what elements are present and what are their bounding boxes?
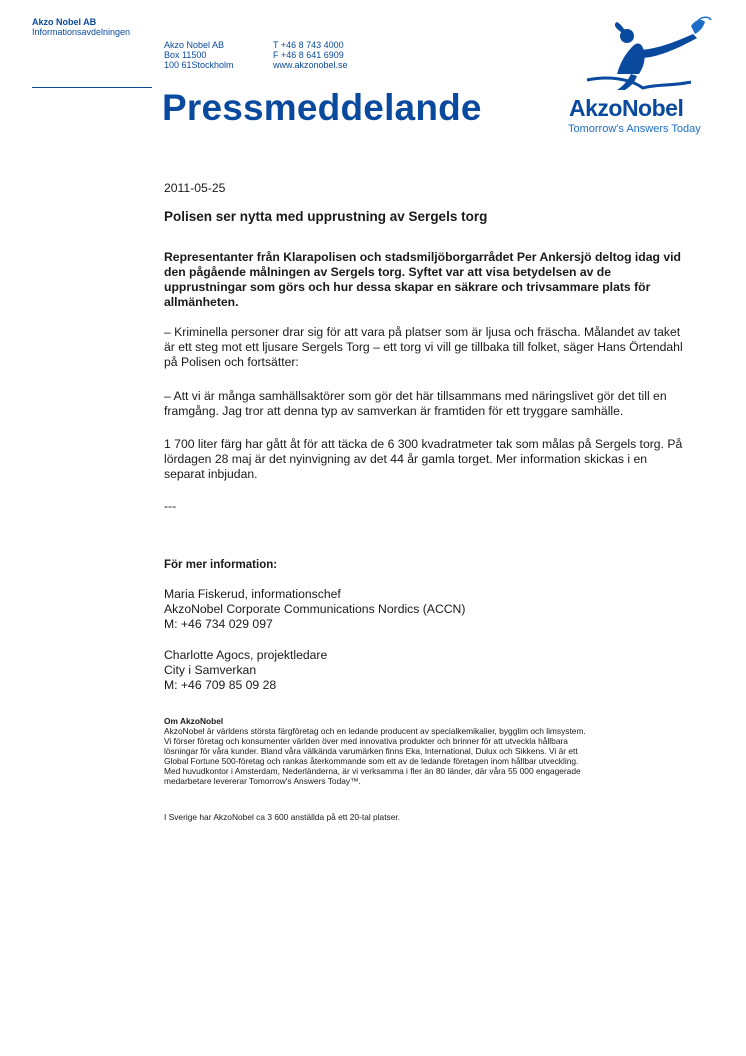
page-title: Pressmeddelande (162, 87, 482, 128)
about-line: Vi förser företag och konsumenter världen över med innovativa produkter och brinner för att utveckla hållbara (164, 736, 568, 746)
about-line: Med huvudkontor i Amsterdam, Nederländerna, är vi verksamma i fler än 80 länder, där våra 55 000 engagerade (164, 766, 581, 776)
contact-block (164, 648, 684, 693)
about-line: lösningar för våra kunder. Bland våra välkända varumärken finns Eka, International, Dulux och Sikkens. Vi är ett (164, 746, 578, 756)
address-line: Box 11500 (164, 50, 207, 60)
address-line: Akzo Nobel AB (164, 40, 225, 50)
body-paragraph: – Kriminella personer drar sig för att vara på platser som är ljusa och fräscha. Målandet av taket är ett steg mot ett ljusare Sergels Torg – ett torg vi vill ge tillbaka till folket, säger Hans Örtendahl på Polisen och fortsätter: (164, 325, 683, 369)
address-line: 100 61Stockholm (164, 60, 234, 70)
section-separator: --- (164, 499, 177, 513)
phone-number: T +46 8 743 4000 (273, 40, 344, 50)
body-paragraph: – Att vi är många samhällsaktörer som gör det här tillsammans med näringslivet gör det till en framgång. Jag tror att denna typ av samverkan är framtiden för ett tryggare samhälle. (164, 389, 667, 418)
company-name: Akzo Nobel AB (32, 17, 97, 27)
about-line: Global Fortune 500-företag och rankas återkommande som ett av de ledande företagen inom hållbar utveckling. (164, 756, 579, 766)
website-link[interactable]: www.akzonobel.se (273, 60, 348, 70)
body-paragraph: 1 700 liter färg har gått åt för att täcka de 6 300 kvadratmeter tak som målas på Sergels torg. På lördagen 28 maj är det nyinvigning av det 44 år gamla torget. Mer information skickas i en separat inbjudan. (164, 437, 683, 481)
akzonobel-figure-logo (585, 16, 720, 94)
contact-organization: AkzoNobel Corporate Communications Nordics (ACCN) (164, 602, 466, 616)
about-text (164, 726, 684, 786)
contact-block (164, 587, 684, 632)
header-rule (32, 87, 152, 88)
about-line: medarbetare levererar Tomorrow's Answers Today™. (164, 776, 361, 786)
about-line: AkzoNobel är världens största färgföretag och en ledande producent av specialkemikalier, bygglim och limsystem. (164, 726, 586, 736)
contact-details (273, 40, 348, 70)
contact-organization: City i Samverkan (164, 663, 257, 677)
akzonobel-wordmark: AkzoNobel (569, 95, 684, 121)
logo-tagline: Tomorrow's Answers Today (568, 123, 701, 135)
lead-paragraph: Representanter från Klarapolisen och stadsmiljöborgarrådet Per Ankersjö deltog idag vid den pågående målningen av Sergels torg. Syftet var att visa betydelsen av de upprustningar som görs och hur dessa skapar en säkrare och trivsammare plats för allmänheten. (164, 250, 681, 309)
press-headline: Polisen ser nytta med upprustning av Sergels torg (164, 209, 488, 224)
fax-number: F +46 8 641 6909 (273, 50, 344, 60)
about-heading: Om AkzoNobel (164, 716, 224, 726)
press-date: 2011-05-25 (164, 181, 226, 195)
contact-phone: M: +46 734 029 097 (164, 617, 273, 631)
company-department: Informationsavdelningen (32, 27, 131, 37)
contact-phone: M: +46 709 85 09 28 (164, 678, 277, 692)
contact-name: Charlotte Agocs, projektledare (164, 648, 328, 662)
sweden-info: I Sverige har AkzoNobel ca 3 600 anställda på ett 20-tal platser. (164, 812, 401, 822)
more-info-heading: För mer information: (164, 559, 278, 571)
postal-address (164, 40, 234, 70)
contact-name: Maria Fiskerud, informationschef (164, 587, 341, 601)
